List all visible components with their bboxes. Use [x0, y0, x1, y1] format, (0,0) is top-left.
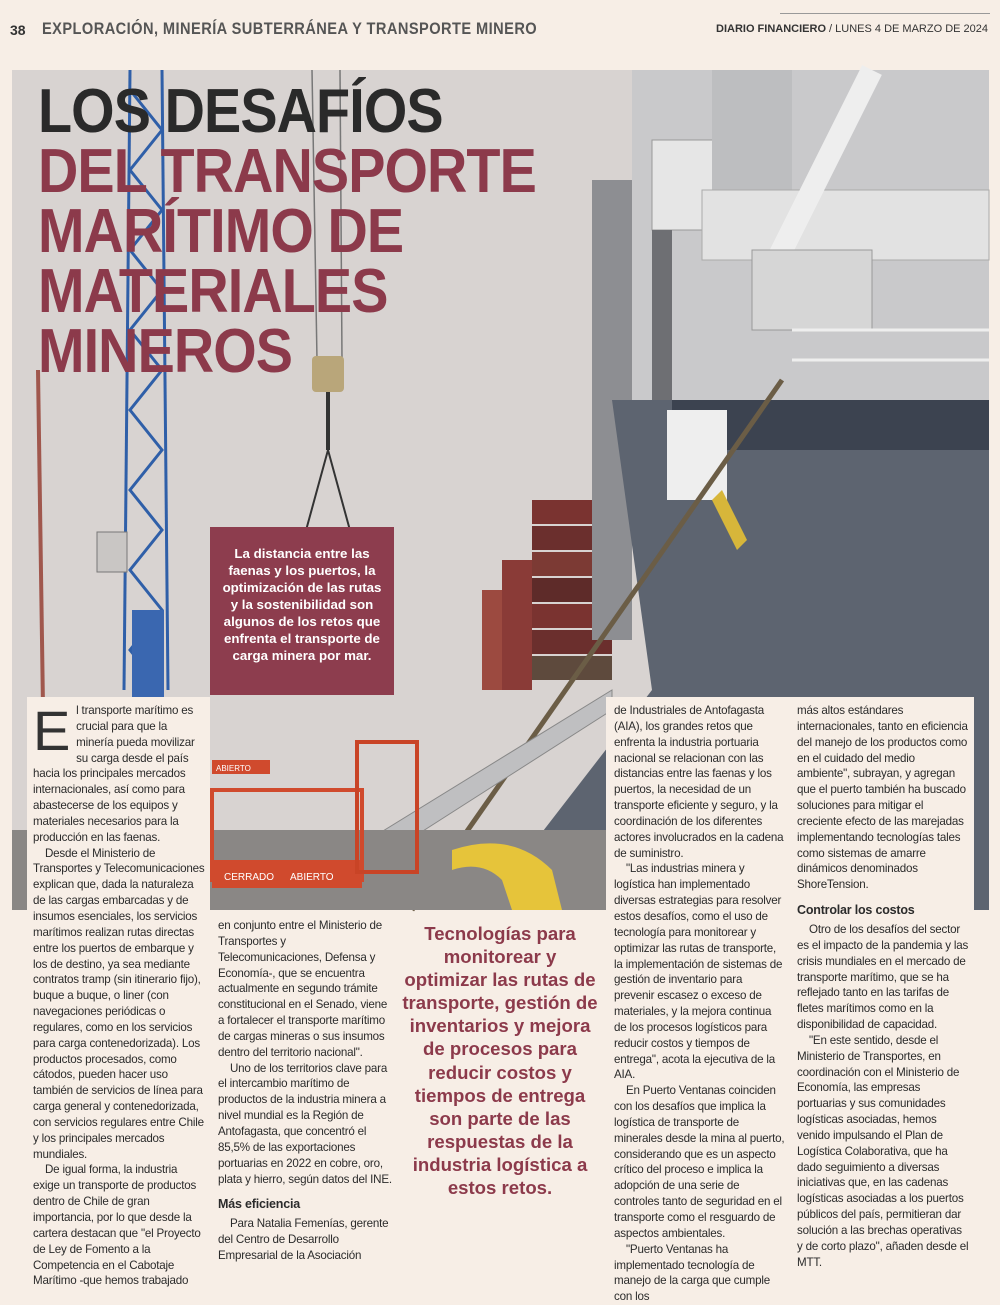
- col3-paragraph-1: de Industriales de Antofagasta (AIA), los grandes retos que enfrenta la industria portuaria nacional se relacionan con las distancias entre las faenas y los puertos, la necesidad de un transporte eficiente y seguro, y la coordinación de los diferentes actores involucrados en la cadena de suministro.: [614, 704, 784, 860]
- col1-paragraph-3: De igual forma, la industria exige un transporte de productos dentro de Chile de gran importancia, por lo que desde la cartera destacan que "el Proyecto de Ley de Fomento a la Competencia en el Cabotaje Marítimo -que hemos trabajado: [33, 1163, 201, 1288]
- headline-line-5: MINEROS: [38, 317, 293, 386]
- header-rule: [780, 13, 990, 14]
- col3-paragraph-3: En Puerto Ventanas coinciden con los desafíos que implica la logística de transporte de minerales desde la mina al puerto, considerando que es un aspecto crítico del proceso e implica la adopción de una serie de controles tanto de seguridad en el transporte como el resguardo de aspectos ambientales.: [614, 1084, 785, 1240]
- headline-line-4: MATERIALES: [38, 257, 388, 326]
- text-column-3: [606, 697, 789, 1304]
- photo-caption: La distancia entre las faenas y los puertos, la optimización de las rutas y la sostenibilidad son algunos de los retos que enfrenta el transporte de carga minera por mar.: [210, 527, 394, 695]
- col4-paragraph-2: Otro de los desafíos del sector es el impacto de la pandemia y las crisis mundiales en el mercado de transporte marítimo, que se ha reflejado tanto en las tarifas de fletes marítimos como en la disponibilidad de capacidad.: [797, 922, 969, 1032]
- publication-date: / LUNES 4 DE MARZO DE 2024: [826, 23, 988, 35]
- headline-line-2: DEL TRANSPORTE: [38, 137, 536, 206]
- col4-subheading: Controlar los costos: [797, 903, 915, 918]
- col1-paragraph-2: Desde el Ministerio de Transportes y Telecomunicaciones explican que, dada la naturaleza de las cargas embarcadas y de insumos esenciales, los servicios marítimos realizan rutas directas entre los puertos de embarque y los de destino, ya sea mediante contratos tramp (sin itinerario fijo), buque a buque, o liner (con navegaciones periódicas o regulares, como en los servicios para carga contenedorizada). Los productos procesados, como cátodos, pueden hacer uso también de servicios de línea para carga general y contenedorizada, con servicios regulares entre Chile y los principales mercados mundiales.: [33, 846, 205, 1161]
- headline: [38, 77, 591, 386]
- text-column-2: [210, 914, 398, 1285]
- col2-paragraph-1: en conjunto entre el Ministerio de Transportes y Telecomunicaciones, Defensa y Economía-, que se encuentra actualmente en segundo trámite constitucional en el Senado, viene a fortalecer el transporte marítimo de cargas mineras o sus insumos dentro del territorio nacional".: [218, 919, 388, 1059]
- headline-line-1: LOS DESAFÍOS: [38, 77, 443, 146]
- col2-paragraph-2: Uno de los territorios clave para el intercambio marítimo de productos de la industria minera a nivel mundial es la Región de Antofagasta, que concentró el 85,5% de las exportaciones portuarias en 2022 en cobre, oro, plata y hierro, según datos del INE.: [218, 1061, 392, 1186]
- section-title: EXPLORACIÓN, MINERÍA SUBTERRÁNEA Y TRANSPORTE MINERO: [42, 19, 538, 38]
- pull-quote: Tecnologías para monitorear y optimizar las rutas de transporte, gestión de inventarios y mejora de procesos para reducir costos y tiempos de entrega son parte de las respuestas de la industria logística a estos retos.: [402, 923, 598, 1199]
- col4-paragraph-1: más altos estándares internacionales, tanto en eficiencia del manejo de los productos como en el cuidado del medio ambiente", subrayan, y agregan que el puerto también ha buscado soluciones para mitigar el creciente efecto de las marejadas implementando tecnologías tales como sistemas de amarre dinámicos denominados ShoreTension.: [797, 704, 968, 892]
- sign-abierto-small: ABIERTO: [216, 764, 251, 773]
- publication-name: DIARIO FINANCIERO: [716, 23, 826, 35]
- page-header: [0, 0, 1000, 46]
- page-number: 38: [10, 22, 26, 38]
- sign-abierto: ABIERTO: [290, 872, 334, 883]
- text-column-4: [789, 697, 974, 1285]
- text-column-1: [27, 697, 210, 1288]
- col2-subheading: Más eficiencia: [218, 1197, 300, 1212]
- publication-line: [716, 23, 988, 35]
- sign-cerrado: CERRADO: [224, 872, 275, 883]
- col1-paragraph-1: l transporte marítimo es crucial para que la minería pueda movilizar su carga desde el país hacia los principales mercados internacionales, así como para abastecerse de los equipos y materiales necesarios para la producción en las faenas.: [33, 704, 195, 844]
- col3-paragraph-2: "Las industrias minera y logística han implementado diversas estrategias para resolver estos desafíos, como el uso de tecnología para monitorear y optimizar las rutas de transporte, la implementación de sistemas de gestión de inventario para prevenir escasez o exceso de materiales, y la mejora continua de los procesos logísticos para reducir costos y tiempos de entrega", acota la ejecutiva de la AIA.: [614, 862, 783, 1082]
- drop-cap: E: [33, 699, 71, 762]
- col3-paragraph-4: "Puerto Ventanas ha implementado tecnología de manejo de la carga que cumple con los: [614, 1242, 770, 1304]
- col4-paragraph-3: "En este sentido, desde el Ministerio de Transportes, en coordinación con el Ministerio de Economía, las empresas portuarias y sus comunidades logísticas asociadas, hemos venido impulsando el Plan de Logística Colaborativa, que ha dado seguimiento a diversas iniciativas que, en las cadenas logísticas asociadas a los puertos públicos del país, permitieran dar solución a las brechas operativas y de corto plazo", añaden desde el MTT.: [797, 1033, 969, 1269]
- col2-paragraph-3: Para Natalia Femenías, gerente del Centro de Desarrollo Empresarial de la Asociación: [218, 1217, 389, 1262]
- headline-line-3: MARÍTIMO DE: [38, 197, 404, 266]
